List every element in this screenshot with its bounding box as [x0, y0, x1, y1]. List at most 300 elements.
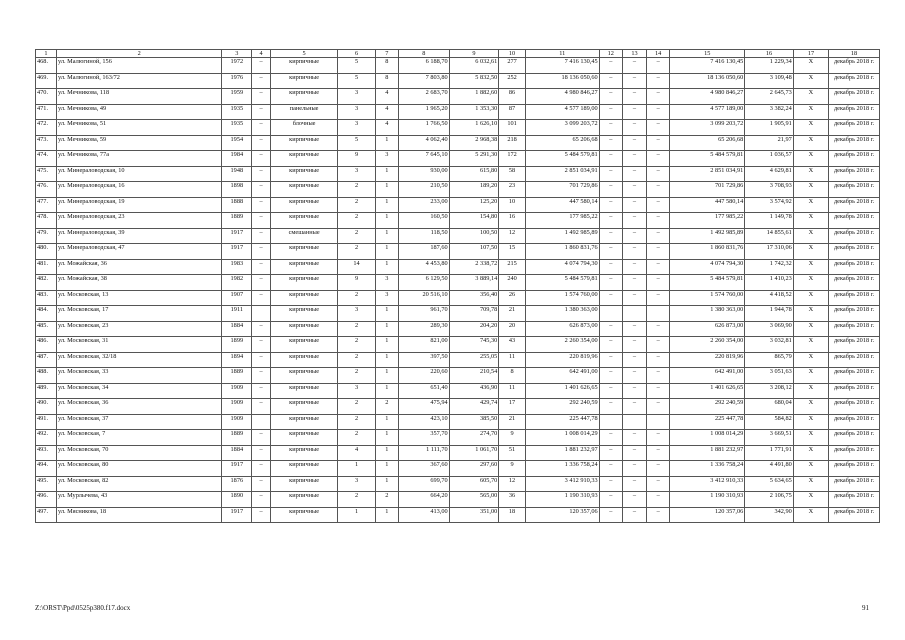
row-number-cell: 490.: [36, 399, 57, 415]
cost-owners-cell: 1 190 310,93: [670, 492, 745, 508]
cost-per-sqm-cell: 4 629,81: [745, 166, 794, 182]
completion-date-cell: декабрь 2018 г.: [829, 104, 880, 120]
wall-material-cell: кирпичные: [270, 213, 337, 229]
floors-cell: 2: [338, 182, 376, 198]
year-overhaul-cell: –: [252, 507, 271, 523]
cost-other-cell: –: [647, 290, 670, 306]
living-area-cell: 565,00: [449, 492, 499, 508]
column-number: 11: [525, 50, 599, 58]
year-overhaul-cell: –: [252, 259, 271, 275]
cost-other-cell: –: [647, 259, 670, 275]
wall-material-cell: кирпичные: [270, 352, 337, 368]
floors-cell: 2: [338, 290, 376, 306]
cost-budget-cell: –: [622, 321, 646, 337]
total-area-cell: 7 803,80: [398, 73, 449, 89]
floors-cell: 5: [338, 58, 376, 74]
cost-owners-cell: 5 484 579,81: [670, 151, 745, 167]
entrances-cell: 1: [375, 414, 398, 430]
fund-flag-cell: Х: [793, 414, 828, 430]
entrances-cell: 4: [375, 104, 398, 120]
table-row: [36, 414, 880, 430]
living-area-cell: 297,60: [449, 461, 499, 477]
entrances-cell: 1: [375, 166, 398, 182]
wall-material-cell: смешанные: [270, 228, 337, 244]
cost-fund-cell: –: [599, 337, 622, 353]
living-area-cell: 605,70: [449, 476, 499, 492]
column-number: 4: [252, 50, 271, 58]
address-cell: ул. Мечникова, 59: [56, 135, 221, 151]
entrances-cell: 1: [375, 461, 398, 477]
wall-material-cell: кирпичные: [270, 461, 337, 477]
living-area-cell: 709,78: [449, 306, 499, 322]
wall-material-cell: кирпичные: [270, 58, 337, 74]
cost-fund-cell: –: [599, 228, 622, 244]
year-overhaul-cell: –: [252, 290, 271, 306]
cost-per-sqm-cell: 1 410,23: [745, 275, 794, 291]
floors-cell: 5: [338, 135, 376, 151]
cost-owners-cell: 5 484 579,81: [670, 275, 745, 291]
fund-flag-cell: Х: [793, 89, 828, 105]
table-row: [36, 430, 880, 446]
row-number-cell: 468.: [36, 58, 57, 74]
fund-flag-cell: Х: [793, 275, 828, 291]
cost-per-sqm-cell: 4 418,52: [745, 290, 794, 306]
year-built-cell: 1917: [222, 507, 252, 523]
cost-total-cell: 2 851 034,91: [525, 166, 599, 182]
residents-cell: 51: [499, 445, 525, 461]
year-overhaul-cell: –: [252, 399, 271, 415]
address-cell: ул. Минераловодская, 10: [56, 166, 221, 182]
cost-fund-cell: –: [599, 368, 622, 384]
cost-per-sqm-cell: 584,82: [745, 414, 794, 430]
year-built-cell: 1917: [222, 461, 252, 477]
cost-owners-cell: 1 860 831,76: [670, 244, 745, 260]
cost-other-cell: –: [647, 182, 670, 198]
cost-total-cell: 1 860 831,76: [525, 244, 599, 260]
row-number-cell: 483.: [36, 290, 57, 306]
completion-date-cell: декабрь 2018 г.: [829, 151, 880, 167]
column-number: 10: [499, 50, 525, 58]
row-number-cell: 471.: [36, 104, 57, 120]
year-built-cell: 1889: [222, 213, 252, 229]
fund-flag-cell: Х: [793, 135, 828, 151]
residents-cell: 10: [499, 197, 525, 213]
cost-total-cell: 4 074 794,30: [525, 259, 599, 275]
cost-fund-cell: –: [599, 151, 622, 167]
fund-flag-cell: Х: [793, 151, 828, 167]
fund-flag-cell: Х: [793, 461, 828, 477]
entrances-cell: 1: [375, 228, 398, 244]
entrances-cell: 1: [375, 383, 398, 399]
cost-per-sqm-cell: 2 645,73: [745, 89, 794, 105]
cost-other-cell: –: [647, 461, 670, 477]
table-row: [36, 228, 880, 244]
living-area-cell: 385,50: [449, 414, 499, 430]
living-area-cell: 1 626,10: [449, 120, 499, 136]
cost-per-sqm-cell: 1 742,32: [745, 259, 794, 275]
fund-flag-cell: Х: [793, 259, 828, 275]
fund-flag-cell: Х: [793, 445, 828, 461]
fund-flag-cell: Х: [793, 430, 828, 446]
year-built-cell: 1972: [222, 58, 252, 74]
fund-flag-cell: Х: [793, 213, 828, 229]
completion-date-cell: декабрь 2018 г.: [829, 399, 880, 415]
total-area-cell: 6 188,70: [398, 58, 449, 74]
year-overhaul-cell: –: [252, 197, 271, 213]
total-area-cell: 961,70: [398, 306, 449, 322]
cost-per-sqm-cell: 4 491,80: [745, 461, 794, 477]
wall-material-cell: кирпичные: [270, 507, 337, 523]
cost-total-cell: 177 985,22: [525, 213, 599, 229]
cost-budget-cell: –: [622, 337, 646, 353]
total-area-cell: 423,10: [398, 414, 449, 430]
completion-date-cell: декабрь 2018 г.: [829, 461, 880, 477]
year-built-cell: 1909: [222, 383, 252, 399]
cost-budget-cell: –: [622, 213, 646, 229]
year-overhaul-cell: –: [252, 151, 271, 167]
living-area-cell: 274,70: [449, 430, 499, 446]
wall-material-cell: кирпичные: [270, 182, 337, 198]
year-built-cell: 1982: [222, 275, 252, 291]
cost-total-cell: 642 491,00: [525, 368, 599, 384]
wall-material-cell: кирпичные: [270, 166, 337, 182]
wall-material-cell: блочные: [270, 120, 337, 136]
living-area-cell: 189,20: [449, 182, 499, 198]
fund-flag-cell: Х: [793, 73, 828, 89]
year-built-cell: 1948: [222, 166, 252, 182]
cost-owners-cell: 1 008 014,29: [670, 430, 745, 446]
address-cell: ул. Мечникова, 49: [56, 104, 221, 120]
year-overhaul-cell: –: [252, 337, 271, 353]
row-number-cell: 470.: [36, 89, 57, 105]
table-row: [36, 461, 880, 477]
total-area-cell: 289,30: [398, 321, 449, 337]
completion-date-cell: декабрь 2018 г.: [829, 383, 880, 399]
cost-other-cell: –: [647, 104, 670, 120]
cost-owners-cell: 177 985,22: [670, 213, 745, 229]
total-area-cell: 160,50: [398, 213, 449, 229]
cost-per-sqm-cell: 3 669,51: [745, 430, 794, 446]
year-overhaul-cell: –: [252, 135, 271, 151]
fund-flag-cell: Х: [793, 244, 828, 260]
year-overhaul-cell: –: [252, 461, 271, 477]
wall-material-cell: кирпичные: [270, 275, 337, 291]
cost-other-cell: –: [647, 368, 670, 384]
column-number: 3: [222, 50, 252, 58]
residents-cell: 11: [499, 352, 525, 368]
cost-budget-cell: –: [622, 58, 646, 74]
floors-cell: 4: [338, 445, 376, 461]
completion-date-cell: декабрь 2018 г.: [829, 430, 880, 446]
column-number: 9: [449, 50, 499, 58]
cost-owners-cell: 4 980 846,27: [670, 89, 745, 105]
wall-material-cell: кирпичные: [270, 476, 337, 492]
year-overhaul-cell: –: [252, 383, 271, 399]
cost-per-sqm-cell: 3 208,12: [745, 383, 794, 399]
cost-total-cell: 4 577 189,00: [525, 104, 599, 120]
completion-date-cell: декабрь 2018 г.: [829, 58, 880, 74]
wall-material-cell: кирпичные: [270, 244, 337, 260]
year-overhaul-cell: –: [252, 275, 271, 291]
living-area-cell: 6 032,61: [449, 58, 499, 74]
cost-total-cell: 1 380 363,00: [525, 306, 599, 322]
cost-budget-cell: –: [622, 399, 646, 415]
wall-material-cell: кирпичные: [270, 259, 337, 275]
living-area-cell: 436,90: [449, 383, 499, 399]
cost-total-cell: 447 580,14: [525, 197, 599, 213]
cost-total-cell: 2 260 354,00: [525, 337, 599, 353]
cost-other-cell: –: [647, 58, 670, 74]
total-area-cell: 7 645,10: [398, 151, 449, 167]
completion-date-cell: декабрь 2018 г.: [829, 352, 880, 368]
year-built-cell: 1935: [222, 120, 252, 136]
cost-other-cell: [647, 414, 670, 430]
cost-total-cell: 3 099 203,72: [525, 120, 599, 136]
wall-material-cell: кирпичные: [270, 445, 337, 461]
cost-per-sqm-cell: 865,79: [745, 352, 794, 368]
cost-fund-cell: –: [599, 383, 622, 399]
entrances-cell: 8: [375, 58, 398, 74]
year-built-cell: 1917: [222, 244, 252, 260]
residents-cell: 12: [499, 228, 525, 244]
year-built-cell: 1984: [222, 151, 252, 167]
entrances-cell: 1: [375, 430, 398, 446]
residents-cell: 26: [499, 290, 525, 306]
row-number-cell: 475.: [36, 166, 57, 182]
address-cell: ул. Мурлычева, 43: [56, 492, 221, 508]
completion-date-cell: декабрь 2018 г.: [829, 337, 880, 353]
cost-per-sqm-cell: 3 032,81: [745, 337, 794, 353]
fund-flag-cell: Х: [793, 492, 828, 508]
living-area-cell: 100,50: [449, 228, 499, 244]
table-row: [36, 383, 880, 399]
cost-per-sqm-cell: 17 310,06: [745, 244, 794, 260]
cost-owners-cell: 120 357,06: [670, 507, 745, 523]
residents-cell: 21: [499, 306, 525, 322]
completion-date-cell: декабрь 2018 г.: [829, 166, 880, 182]
fund-flag-cell: Х: [793, 306, 828, 322]
cost-total-cell: 1 336 758,24: [525, 461, 599, 477]
total-area-cell: 413,00: [398, 507, 449, 523]
entrances-cell: 1: [375, 337, 398, 353]
cost-owners-cell: 701 729,86: [670, 182, 745, 198]
cost-owners-cell: 65 206,68: [670, 135, 745, 151]
table-row: [36, 259, 880, 275]
cost-total-cell: 4 980 846,27: [525, 89, 599, 105]
cost-total-cell: 18 136 050,60: [525, 73, 599, 89]
table-row: [36, 120, 880, 136]
cost-budget-cell: –: [622, 228, 646, 244]
completion-date-cell: декабрь 2018 г.: [829, 120, 880, 136]
living-area-cell: 356,40: [449, 290, 499, 306]
row-number-cell: 494.: [36, 461, 57, 477]
column-number: 5: [270, 50, 337, 58]
entrances-cell: 4: [375, 120, 398, 136]
column-number: 12: [599, 50, 622, 58]
address-cell: ул. Московская, 34: [56, 383, 221, 399]
column-number: 13: [622, 50, 646, 58]
row-number-cell: 477.: [36, 197, 57, 213]
year-overhaul-cell: –: [252, 120, 271, 136]
column-number: 18: [829, 50, 880, 58]
cost-per-sqm-cell: 680,04: [745, 399, 794, 415]
address-cell: ул. Минераловодская, 16: [56, 182, 221, 198]
completion-date-cell: декабрь 2018 г.: [829, 321, 880, 337]
cost-other-cell: –: [647, 321, 670, 337]
residents-cell: 172: [499, 151, 525, 167]
cost-fund-cell: –: [599, 430, 622, 446]
entrances-cell: 1: [375, 476, 398, 492]
table-row: [36, 151, 880, 167]
year-built-cell: 1909: [222, 414, 252, 430]
cost-owners-cell: 1 492 985,89: [670, 228, 745, 244]
cost-total-cell: 3 412 910,33: [525, 476, 599, 492]
table-row: [36, 476, 880, 492]
address-cell: ул. Московская, 82: [56, 476, 221, 492]
residents-cell: 21: [499, 414, 525, 430]
cost-total-cell: 292 240,59: [525, 399, 599, 415]
cost-per-sqm-cell: 3 708,93: [745, 182, 794, 198]
cost-per-sqm-cell: 1 944,78: [745, 306, 794, 322]
wall-material-cell: кирпичные: [270, 73, 337, 89]
completion-date-cell: декабрь 2018 г.: [829, 182, 880, 198]
living-area-cell: 615,80: [449, 166, 499, 182]
cost-fund-cell: –: [599, 476, 622, 492]
year-built-cell: 1890: [222, 492, 252, 508]
cost-budget-cell: –: [622, 259, 646, 275]
column-number-row: [36, 50, 880, 58]
cost-other-cell: –: [647, 89, 670, 105]
entrances-cell: 1: [375, 244, 398, 260]
cost-other-cell: –: [647, 275, 670, 291]
cost-owners-cell: 626 873,00: [670, 321, 745, 337]
year-overhaul-cell: [252, 306, 271, 322]
completion-date-cell: декабрь 2018 г.: [829, 73, 880, 89]
residents-cell: 11: [499, 383, 525, 399]
total-area-cell: 930,00: [398, 166, 449, 182]
row-number-cell: 474.: [36, 151, 57, 167]
cost-fund-cell: –: [599, 58, 622, 74]
cost-budget-cell: –: [622, 244, 646, 260]
cost-other-cell: –: [647, 135, 670, 151]
cost-budget-cell: –: [622, 166, 646, 182]
table-row: [36, 290, 880, 306]
table-row: [36, 104, 880, 120]
cost-budget-cell: –: [622, 290, 646, 306]
floors-cell: 3: [338, 89, 376, 105]
year-built-cell: 1894: [222, 352, 252, 368]
completion-date-cell: декабрь 2018 г.: [829, 213, 880, 229]
cost-budget-cell: –: [622, 445, 646, 461]
cost-per-sqm-cell: 3 051,63: [745, 368, 794, 384]
row-number-cell: 480.: [36, 244, 57, 260]
cost-budget-cell: –: [622, 89, 646, 105]
cost-other-cell: –: [647, 166, 670, 182]
fund-flag-cell: Х: [793, 58, 828, 74]
cost-total-cell: 1 492 985,89: [525, 228, 599, 244]
address-cell: ул. Минераловодская, 19: [56, 197, 221, 213]
row-number-cell: 476.: [36, 182, 57, 198]
table-row: [36, 244, 880, 260]
residents-cell: 9: [499, 430, 525, 446]
year-built-cell: 1954: [222, 135, 252, 151]
completion-date-cell: декабрь 2018 г.: [829, 228, 880, 244]
year-built-cell: 1959: [222, 89, 252, 105]
cost-other-cell: –: [647, 228, 670, 244]
cost-total-cell: 65 206,68: [525, 135, 599, 151]
cost-owners-cell: 225 447,78: [670, 414, 745, 430]
total-area-cell: 651,40: [398, 383, 449, 399]
completion-date-cell: декабрь 2018 г.: [829, 259, 880, 275]
row-number-cell: 485.: [36, 321, 57, 337]
cost-fund-cell: –: [599, 166, 622, 182]
total-area-cell: 821,00: [398, 337, 449, 353]
cost-fund-cell: –: [599, 461, 622, 477]
cost-other-cell: –: [647, 430, 670, 446]
cost-fund-cell: –: [599, 104, 622, 120]
cost-budget-cell: –: [622, 120, 646, 136]
cost-budget-cell: [622, 306, 646, 322]
wall-material-cell: кирпичные: [270, 430, 337, 446]
cost-fund-cell: –: [599, 399, 622, 415]
wall-material-cell: кирпичные: [270, 492, 337, 508]
cost-fund-cell: –: [599, 120, 622, 136]
row-number-cell: 495.: [36, 476, 57, 492]
total-area-cell: 1 111,70: [398, 445, 449, 461]
table-row: [36, 352, 880, 368]
cost-owners-cell: 1 401 626,65: [670, 383, 745, 399]
table-row: [36, 492, 880, 508]
address-cell: ул. Минераловодская, 39: [56, 228, 221, 244]
address-cell: ул. Московская, 31: [56, 337, 221, 353]
cost-total-cell: 120 357,06: [525, 507, 599, 523]
cost-fund-cell: –: [599, 352, 622, 368]
year-overhaul-cell: –: [252, 104, 271, 120]
row-number-cell: 482.: [36, 275, 57, 291]
completion-date-cell: декабрь 2018 г.: [829, 414, 880, 430]
row-number-cell: 492.: [36, 430, 57, 446]
floors-cell: 3: [338, 104, 376, 120]
wall-material-cell: кирпичные: [270, 290, 337, 306]
cost-total-cell: 1 401 626,65: [525, 383, 599, 399]
cost-owners-cell: 2 851 034,91: [670, 166, 745, 182]
fund-flag-cell: Х: [793, 182, 828, 198]
year-built-cell: 1911: [222, 306, 252, 322]
floors-cell: 3: [338, 120, 376, 136]
address-cell: ул. Минераловодская, 23: [56, 213, 221, 229]
entrances-cell: 1: [375, 135, 398, 151]
table-row: [36, 166, 880, 182]
cost-other-cell: –: [647, 151, 670, 167]
cost-budget-cell: –: [622, 383, 646, 399]
completion-date-cell: декабрь 2018 г.: [829, 507, 880, 523]
fund-flag-cell: Х: [793, 352, 828, 368]
residents-cell: 101: [499, 120, 525, 136]
cost-fund-cell: –: [599, 275, 622, 291]
entrances-cell: 1: [375, 259, 398, 275]
cost-other-cell: –: [647, 337, 670, 353]
row-number-cell: 472.: [36, 120, 57, 136]
row-number-cell: 479.: [36, 228, 57, 244]
address-cell: ул. Малюгиной, 163/72: [56, 73, 221, 89]
cost-budget-cell: [622, 414, 646, 430]
completion-date-cell: декабрь 2018 г.: [829, 492, 880, 508]
residents-cell: 17: [499, 399, 525, 415]
address-cell: ул. Московская, 37: [56, 414, 221, 430]
entrances-cell: 3: [375, 275, 398, 291]
cost-owners-cell: 18 136 050,60: [670, 73, 745, 89]
residents-cell: 9: [499, 461, 525, 477]
